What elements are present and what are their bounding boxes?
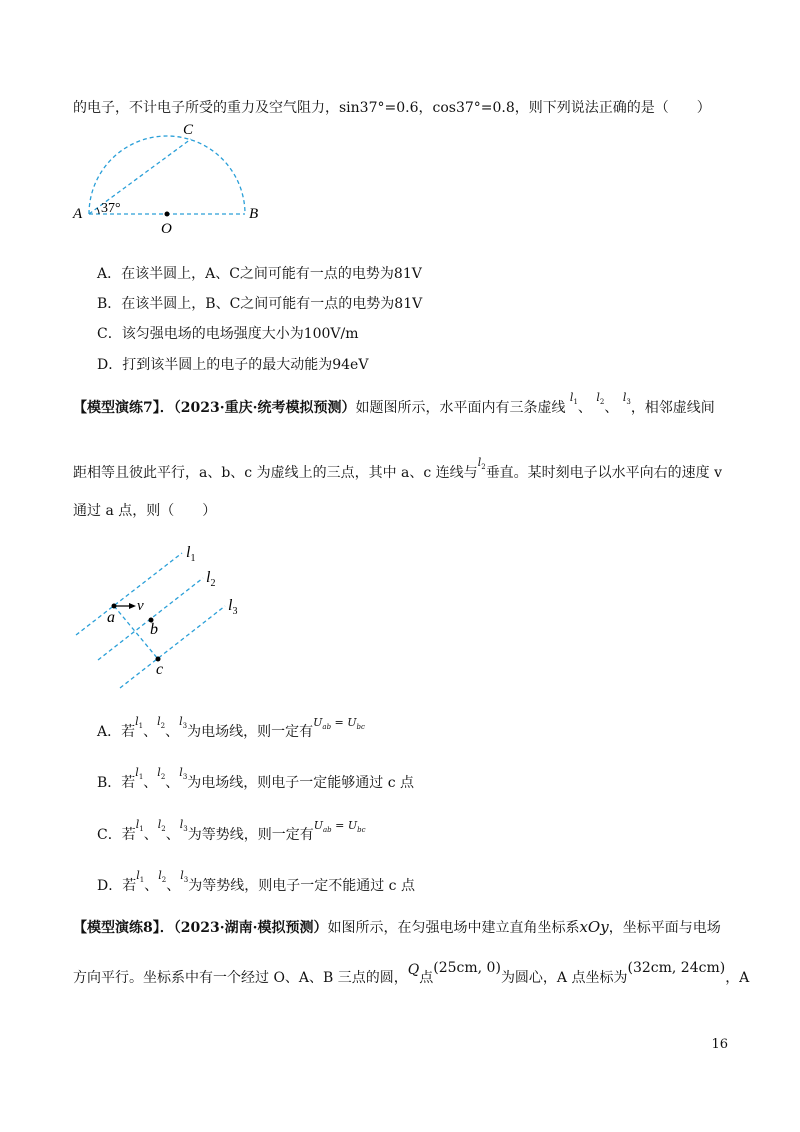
q7-option-d-prefix: D．若	[97, 878, 137, 894]
q7-option-a-suffix: 为电场线，则一定有	[187, 724, 314, 740]
l1-symbol: $l_1$	[569, 391, 578, 407]
page-number: 16	[711, 1037, 728, 1052]
l1-symbol: $l_1$	[135, 715, 144, 731]
l1-symbol: $l_1$	[135, 818, 144, 834]
dashed-line-l1	[76, 553, 182, 635]
dashed-line-l3	[120, 606, 225, 688]
q7-option-c-prefix: C．若	[97, 827, 136, 843]
option-a: A．在该半圆上，A、C之间可能有一点的电势为81V	[97, 266, 422, 282]
q-point-word: 点	[419, 970, 434, 986]
question-7-tail: ，相邻虚线间	[630, 400, 715, 416]
question-7-line-1: 【模型演练7】．（2023·重庆·统考模拟预测）如题图所示，水平面内有三条虚线 $l_1$、 $l_2$、 $l_3$，相邻虚线间	[73, 391, 715, 416]
l3-symbol: $l_3$	[622, 391, 631, 407]
question-8-line-1	[73, 917, 721, 938]
label-l2: $l_2$	[206, 569, 216, 589]
label-A: A	[73, 206, 83, 222]
center-point-O	[165, 212, 170, 217]
label-B: B	[249, 206, 259, 222]
option-b: B．在该半圆上，B、C之间可能有一点的电势为81V	[97, 296, 423, 312]
q7-option-c: C．若$l_1$、$l_2$、$l_3$为等势线，则一定有$^{U_{ab} = U_{bc}}$	[97, 818, 366, 843]
coordinate-system-label: xOy	[579, 918, 609, 936]
question-7-tag: 【模型演练7】．（2023·重庆·统考模拟预测）	[73, 400, 356, 416]
l2-symbol: $l_2$	[477, 456, 486, 472]
label-b: b	[150, 621, 158, 638]
formula-uab-ubc: Uab = Ubc	[313, 819, 366, 835]
question-7-text: 如题图所示，水平面内有三条虚线	[355, 400, 566, 416]
option-d: D．打到该半圆上的电子的最大动能为94eV	[97, 357, 369, 373]
label-v: v	[137, 598, 144, 614]
q7-option-c-suffix: 为等势线，则一定有	[187, 827, 314, 843]
option-c: C．该匀强电场的电场强度大小为100V/m	[97, 326, 359, 342]
point-a	[112, 604, 117, 609]
question-8-text: 如图所示，在匀强电场中建立直角坐标系	[327, 920, 580, 936]
center-text: 为圆心，A 点坐标为	[500, 970, 628, 986]
l2-symbol: $l_2$	[157, 715, 166, 731]
angle-label: 37°	[101, 201, 121, 216]
q7-option-b: B．若$l_1$、$l_2$、$l_3$为电场线，则电子一定能够通过 c 点	[97, 766, 415, 791]
label-C: C	[183, 122, 194, 138]
l2-symbol: $l_2$	[596, 391, 605, 407]
l3-symbol: $l_3$	[179, 766, 188, 782]
l1-symbol: $l_1$	[135, 766, 144, 782]
q-point-symbol: Q	[407, 962, 420, 978]
q7-option-d-suffix: 为等势线，则电子一定不能通过 c 点	[188, 878, 415, 894]
label-l1: $l_1$	[186, 544, 196, 564]
l1-symbol: $l_1$	[136, 869, 145, 885]
question-7-line-2a: 距相等且彼此平行，a、b、c 为虚线上的三点，其中 a、c 连线与	[73, 465, 478, 481]
a-coordinate: (32cm, 24cm)	[627, 960, 726, 976]
question-8-tail: ，坐标平面与电场	[608, 920, 721, 936]
label-c: c	[156, 661, 164, 678]
formula-uab-ubc: Uab = Ubc	[313, 716, 365, 732]
velocity-arrowhead	[129, 603, 136, 609]
label-O: O	[161, 221, 172, 237]
q7-option-d: D．若$l_1$、$l_2$、$l_3$为等势线，则电子一定不能通过 c 点	[97, 869, 415, 894]
q-coordinate: (25cm, 0)	[433, 960, 501, 976]
q7-option-a-prefix: A．若	[97, 724, 136, 740]
question-intro-line: 的电子，不计电子所受的重力及空气阻力，sin37°=0.6，cos37°=0.8，则下列说法正确的是（ ）	[73, 100, 711, 116]
semicircle-figure	[65, 120, 280, 238]
q7-option-a: A．若$l_1$、$l_2$、$l_3$为电场线，则一定有$^{U_{ab} = U_{bc}}$	[97, 715, 365, 740]
question-7-line-3: 通过 a 点，则（ ）	[73, 503, 217, 519]
parallel-lines-figure	[70, 538, 260, 698]
l2-symbol: $l_2$	[157, 818, 166, 834]
l3-symbol: $l_3$	[179, 715, 188, 731]
l3-symbol: $l_3$	[179, 818, 188, 834]
question-8-line-2-tail: ，A	[725, 970, 750, 986]
question-7-line-2b: 垂直。某时刻电子以水平向右的速度 v	[485, 465, 723, 481]
question-8-tag: 【模型演练8】．（2023·湖南·模拟预测）	[73, 920, 328, 936]
label-a: a	[107, 609, 115, 626]
question-7-line-2	[73, 456, 723, 483]
label-l3: $l_3$	[228, 597, 238, 617]
q7-option-b-prefix: B．若	[97, 775, 136, 791]
l2-symbol: $l_2$	[158, 869, 167, 885]
question-8-line-2a: 方向平行。坐标系中有一个经过 O、A、B 三点的圆，	[73, 970, 408, 986]
question-8-line-2	[73, 960, 750, 988]
angle-arc	[97, 208, 99, 214]
l2-symbol: $l_2$	[157, 766, 166, 782]
q7-option-b-suffix: 为电场线，则电子一定能够通过 c 点	[187, 775, 415, 791]
l3-symbol: $l_3$	[180, 869, 189, 885]
